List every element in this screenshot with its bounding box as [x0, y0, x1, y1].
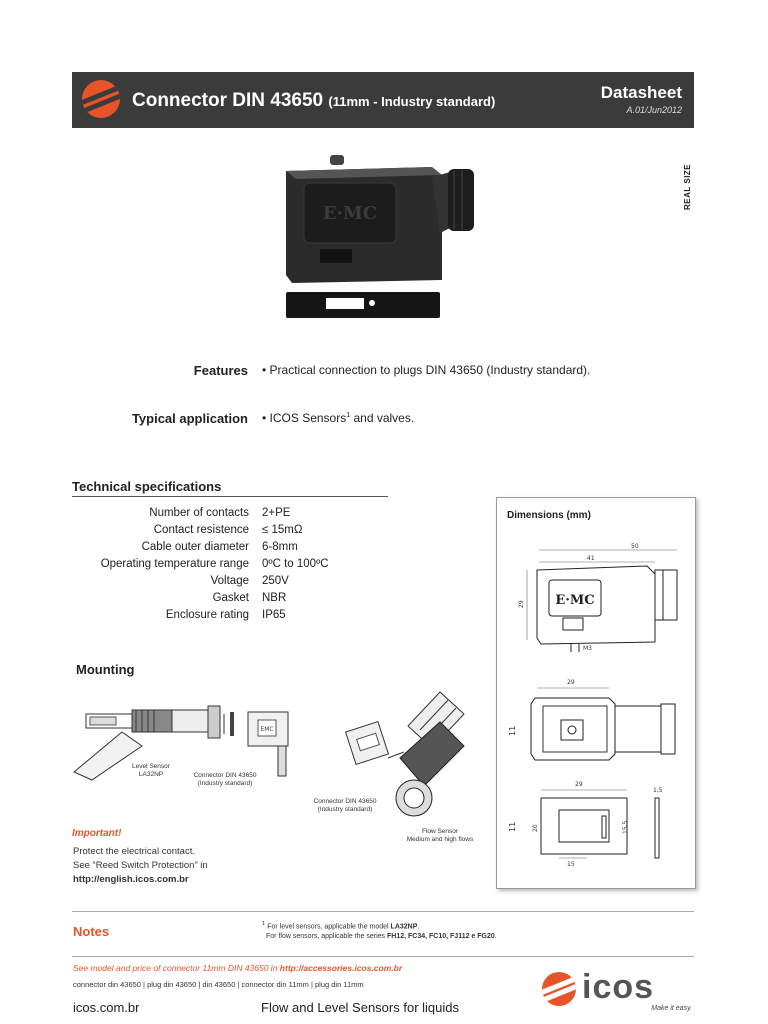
spec-value: 250V: [262, 575, 289, 587]
notes-divider-top: [72, 911, 694, 912]
note-series: FH12, FC34, FC10, FJ112 e FG20: [387, 933, 495, 940]
accessories-link[interactable]: http://accessories.icos.com.br: [279, 963, 403, 973]
spec-label: Operating temperature range: [100, 558, 249, 570]
product-photo: [282, 155, 492, 325]
application-text-main: • ICOS Sensors: [262, 411, 347, 425]
icos-brand: [542, 968, 694, 1016]
spec-label: Number of contacts: [149, 507, 249, 519]
dimension-drawings: [497, 498, 695, 888]
see-more-label: See model and price of connector 11mm DIN 43650 in: [73, 963, 280, 973]
notes-divider-bottom: [72, 956, 694, 957]
spec-value: 2+PE: [262, 507, 291, 519]
dim-11a: 11: [508, 725, 517, 736]
spec-row: [72, 507, 392, 524]
level-sensor-label-line1: Level Sensor: [132, 763, 170, 770]
tech-specs-divider: [72, 496, 388, 497]
spec-label: Cable outer diameter: [141, 541, 249, 553]
note-line: [266, 933, 497, 940]
spec-row: [72, 609, 392, 626]
connector-label-b: [302, 798, 388, 814]
dimensions-panel: [496, 497, 696, 889]
footnote-ref: 1: [346, 412, 351, 419]
spec-row: [72, 575, 392, 592]
mounting-title: Mounting: [76, 662, 135, 677]
real-size-label: REAL SIZE: [683, 163, 692, 210]
spec-row: [72, 592, 392, 609]
spec-value: ≤ 15mΩ: [262, 524, 303, 536]
note-text: For level sensors, applicable the model: [265, 923, 391, 931]
flow-sensor-label-line2: Medium and high flows: [406, 836, 474, 843]
icos-logo-icon: [82, 80, 120, 118]
flow-sensor-label: [392, 828, 488, 844]
doc-version: A.01/Jun2012: [626, 105, 682, 115]
dim-1-5: 1,5: [653, 787, 663, 794]
spec-label: Enclosure rating: [165, 609, 249, 621]
note-text: For flow sensors, applicable the series: [266, 933, 387, 940]
dim-20: 20: [532, 824, 539, 832]
svg-text:EMC: EMC: [260, 726, 274, 733]
connector-label-b-line2: (Industry standard): [317, 806, 373, 813]
note-text: .: [494, 933, 497, 940]
footer-tagline: Flow and Level Sensors for liquids: [261, 1000, 459, 1015]
spec-value: IP65: [262, 609, 286, 621]
product-logo-text: E·MC: [322, 203, 378, 224]
icos-brand-icon: [542, 972, 576, 1006]
spec-label: Contact resistence: [153, 524, 249, 536]
note-text: .: [417, 923, 420, 931]
keywords-line: connector din 43650 | plug din 43650 | din 43650 | connector din 11mm | plug din 11mm: [73, 980, 364, 989]
connector-label-a-line1: Connector DIN 43650: [193, 772, 257, 779]
spec-row: [72, 558, 392, 575]
spec-label: Voltage: [210, 575, 249, 587]
brand-name: icos: [582, 968, 655, 1006]
emc-drawing-text: E·MC: [555, 593, 595, 608]
dim-15: 15: [567, 861, 575, 868]
dim-41: 41: [587, 555, 595, 562]
title-subtitle: (11mm - Industry standard): [328, 94, 496, 109]
dim-M3: M3: [583, 645, 592, 652]
see-more-text: [73, 963, 402, 973]
connector-label-a: [180, 772, 270, 788]
spec-row: [72, 541, 392, 558]
spec-value: 6-8mm: [262, 541, 298, 553]
dim-50: 50: [631, 543, 639, 550]
dim-11b: 11: [508, 821, 517, 832]
footer-site[interactable]: icos.com.br: [73, 1000, 140, 1015]
important-link[interactable]: http://english.icos.com.br: [73, 874, 189, 885]
important-title: Important!: [72, 828, 122, 839]
features-text: • Practical connection to plugs DIN 43650 (Industry standard).: [262, 363, 591, 377]
connector-label-a-line2: (Industry standard): [197, 780, 253, 787]
spec-value: NBR: [262, 592, 287, 604]
page-header: [72, 72, 694, 128]
note-line: [262, 921, 419, 930]
features-label: Features: [193, 363, 248, 378]
dim-15-5: 15,5: [622, 820, 629, 834]
application-text: [262, 411, 414, 425]
doc-type: Datasheet: [600, 83, 682, 102]
title-text: Connector DIN 43650: [132, 90, 324, 111]
dim-29b: 29: [567, 679, 575, 686]
spec-label: Gasket: [212, 592, 249, 604]
important-line: Protect the electrical contact.: [73, 846, 195, 857]
application-text-rest: and valves.: [350, 411, 415, 425]
dim-29a: 29: [518, 600, 525, 608]
spec-row: [72, 524, 392, 541]
spec-value: 0ºC to 100ºC: [262, 558, 329, 570]
flow-sensor-label-line1: Flow Sensor: [421, 828, 459, 835]
dimensions-title: Dimensions (mm): [507, 510, 591, 521]
dim-29c: 29: [575, 781, 583, 788]
application-label: Typical application: [131, 411, 248, 426]
page-title: [132, 90, 495, 112]
important-line: See “Reed Switch Protection” in: [73, 860, 208, 871]
brand-slogan: Make it easy.: [651, 1005, 692, 1012]
level-sensor-label-line2: LA32NP: [138, 771, 164, 778]
tech-specs-title: Technical specifications: [72, 479, 222, 494]
note-footnote-ref: 1: [262, 921, 266, 927]
notes-title: Notes: [73, 924, 110, 939]
connector-label-b-line1: Connector DIN 43650: [313, 798, 377, 805]
level-sensor-label: [116, 763, 186, 779]
note-model: LA32NP: [390, 923, 418, 931]
